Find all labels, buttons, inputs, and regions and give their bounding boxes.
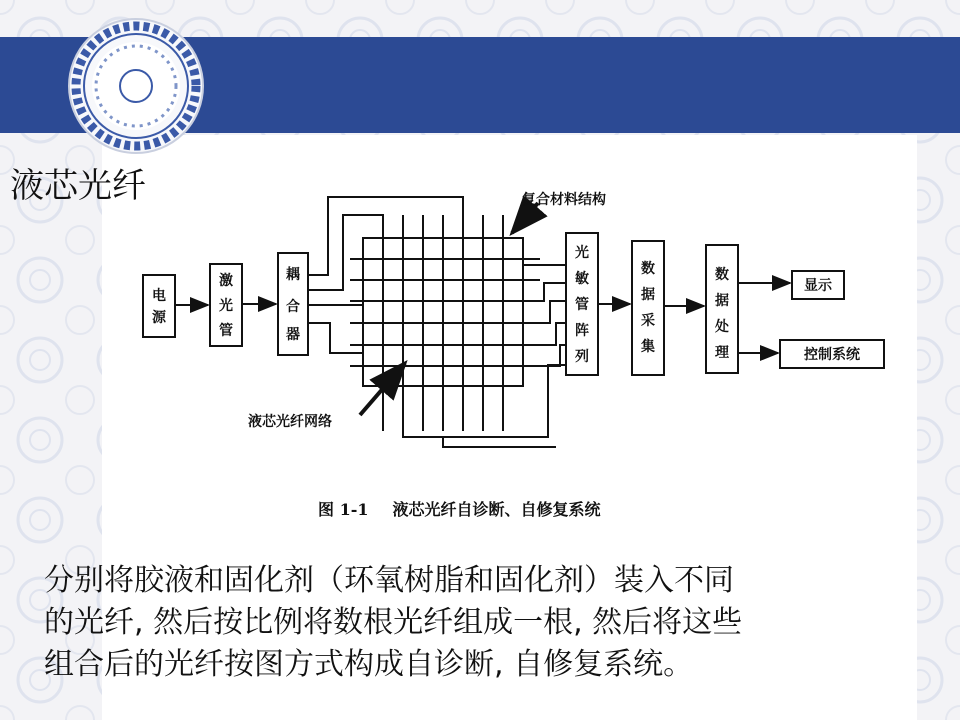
control-label: 控制系统 [804, 347, 860, 363]
display-label: 显示 [804, 278, 832, 294]
figure-caption [318, 497, 601, 520]
coupler-label-2: 合 [286, 299, 300, 315]
coupler-label-1: 耦 [286, 267, 300, 283]
data-acq-label-3: 采 [641, 313, 655, 329]
data-acq-label-2: 据 [641, 287, 655, 303]
photo-array-label-1: 光 [575, 245, 589, 261]
porcelain-plate-icon [66, 16, 206, 156]
data-acq-label-4: 集 [641, 339, 655, 355]
laser-label-2: 光 [219, 298, 233, 314]
system-diagram [120, 175, 900, 455]
body-line-2: 的光纤, 然后按比例将数根光纤组成一根, 然后将这些 [44, 605, 743, 640]
data-proc-label-2: 据 [715, 293, 729, 309]
figure-caption-text: 液芯光纤自诊断、自修复系统 [392, 500, 601, 519]
composite-structure-label: 复合材料结构 [522, 192, 606, 208]
slide-title: 液芯光纤 [10, 166, 146, 206]
power-label-2: 源 [152, 310, 166, 326]
power-box [143, 275, 175, 337]
photo-array-label-4: 阵 [575, 323, 589, 339]
data-proc-label-3: 处 [715, 319, 729, 335]
coupler-label-3: 器 [286, 327, 300, 343]
photo-array-label-3: 管 [575, 297, 589, 313]
body-line-3: 组合后的光纤按图方式构成自诊断, 自修复系统。 [44, 647, 694, 682]
data-proc-label-4: 理 [715, 345, 729, 361]
body-paragraph [44, 560, 914, 686]
laser-label-1: 激 [219, 273, 233, 289]
figure-number: 图 1-1 [318, 500, 369, 519]
data-proc-label-1: 数 [715, 267, 729, 283]
body-line-1: 分别将胶液和固化剂（环氧树脂和固化剂）装入不同 [44, 563, 734, 598]
data-acq-label-1: 数 [641, 261, 655, 277]
fiber-network-label: 液芯光纤网络 [248, 414, 332, 430]
photo-array-label-2: 敏 [575, 271, 589, 287]
power-label-1: 电 [152, 288, 166, 304]
laser-label-3: 管 [219, 323, 233, 339]
photo-array-label-5: 列 [575, 349, 589, 365]
